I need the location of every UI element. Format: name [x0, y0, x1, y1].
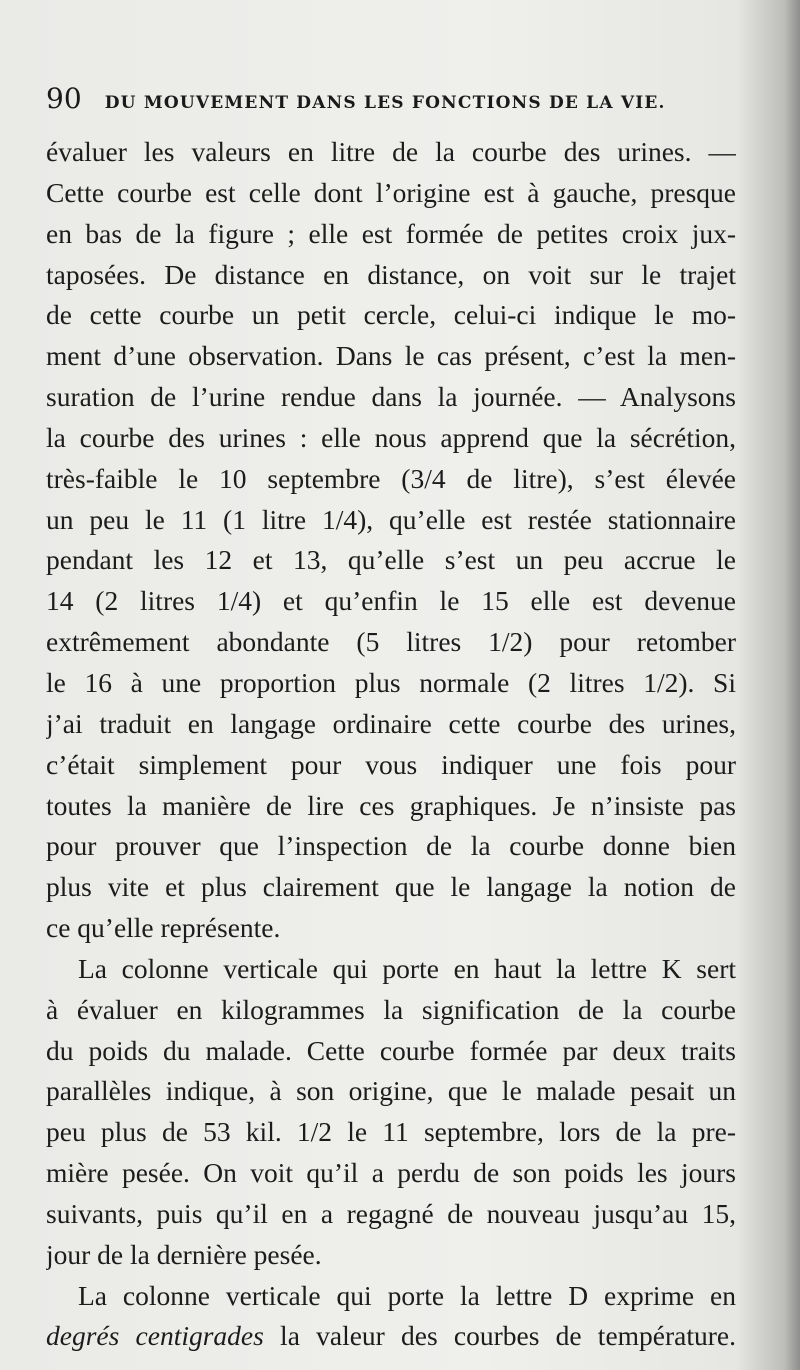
text-line [46, 1316, 736, 1357]
text-line: suration de l’urine rendue dans la journée. — Analysons [46, 381, 736, 413]
text-line: taposées. De distance en distance, on voit sur le trajet [46, 258, 736, 290]
text-line: c’était simplement pour vous indiquer une fois pour [46, 748, 736, 780]
paragraph-urine-curve [46, 132, 736, 949]
text-line: jour de la dernière pesée. [46, 1238, 322, 1270]
text-line: pour prouver que l’inspection de la courbe donne bien [46, 830, 736, 862]
running-title: DU MOUVEMENT DANS LES FONCTIONS DE LA VIE. [104, 93, 666, 113]
text-line: toutes la manière de lire ces graphiques. Je n’insiste pas [46, 789, 736, 821]
text-line: la courbe des urines : elle nous apprend que la sécrétion, [46, 421, 736, 453]
text-line: pendant les 12 et 13, qu’elle s’est un peu accrue le [46, 544, 736, 576]
text-line: parallèles indique, à son origine, que le malade pesait un [46, 1075, 736, 1107]
text-line: peu plus de 53 kil. 1/2 le 11 septembre, lors de la pre- [46, 1116, 736, 1148]
text-line: en bas de la figure ; elle est formée de petites croix jux- [46, 217, 736, 249]
page-header [46, 82, 746, 122]
text-line: 14 (2 litres 1/4) et qu’enfin le 15 elle est devenue [46, 585, 736, 617]
page-number: 90 [46, 82, 82, 115]
text-span: la valeur des courbes de température. [263, 1320, 736, 1352]
text-line: le 16 à une proportion plus normale (2 litres 1/2). Si [46, 666, 736, 698]
text-line: à évaluer en kilogrammes la signification de la courbe [46, 993, 736, 1025]
text-line: La colonne verticale qui porte la lettre D exprime en [78, 1279, 736, 1311]
paragraph-temperature-curve [46, 1276, 736, 1358]
text-line: évaluer les valeurs en litre de la courbe des urines. — [46, 136, 736, 167]
text-line: du poids du malade. Cette courbe formée par deux traits [46, 1034, 736, 1066]
text-line: suivants, puis qu’il en a regagné de nouveau jusqu’au 15, [46, 1197, 736, 1229]
text-line: Cette courbe est celle dont l’origine est à gauche, presque [46, 176, 736, 208]
text-line: extrêmement abondante (5 litres 1/2) pour retomber [46, 626, 736, 658]
text-line: ce qu’elle représente. [46, 912, 281, 944]
text-line: un peu le 11 (1 litre 1/4), qu’elle est restée stationnaire [46, 503, 736, 535]
text-line: ment d’une observation. Dans le cas présent, c’est la men- [46, 340, 736, 372]
body-text [46, 132, 736, 1357]
italic-phrase: degrés centigrades [46, 1320, 264, 1352]
paragraph-weight-curve [46, 949, 736, 1276]
text-line: j’ai traduit en langage ordinaire cette courbe des urines, [46, 707, 736, 739]
text-line: mière pesée. On voit qu’il a perdu de son poids les jours [46, 1157, 736, 1189]
text-line: plus vite et plus clairement que le langage la notion de [46, 871, 736, 903]
text-line: de cette courbe un petit cercle, celui-ci indique le mo- [46, 299, 736, 331]
text-line: très-faible le 10 septembre (3/4 de litre), s’est élevée [46, 462, 736, 494]
text-line: La colonne verticale qui porte en haut la lettre K sert [78, 952, 736, 984]
